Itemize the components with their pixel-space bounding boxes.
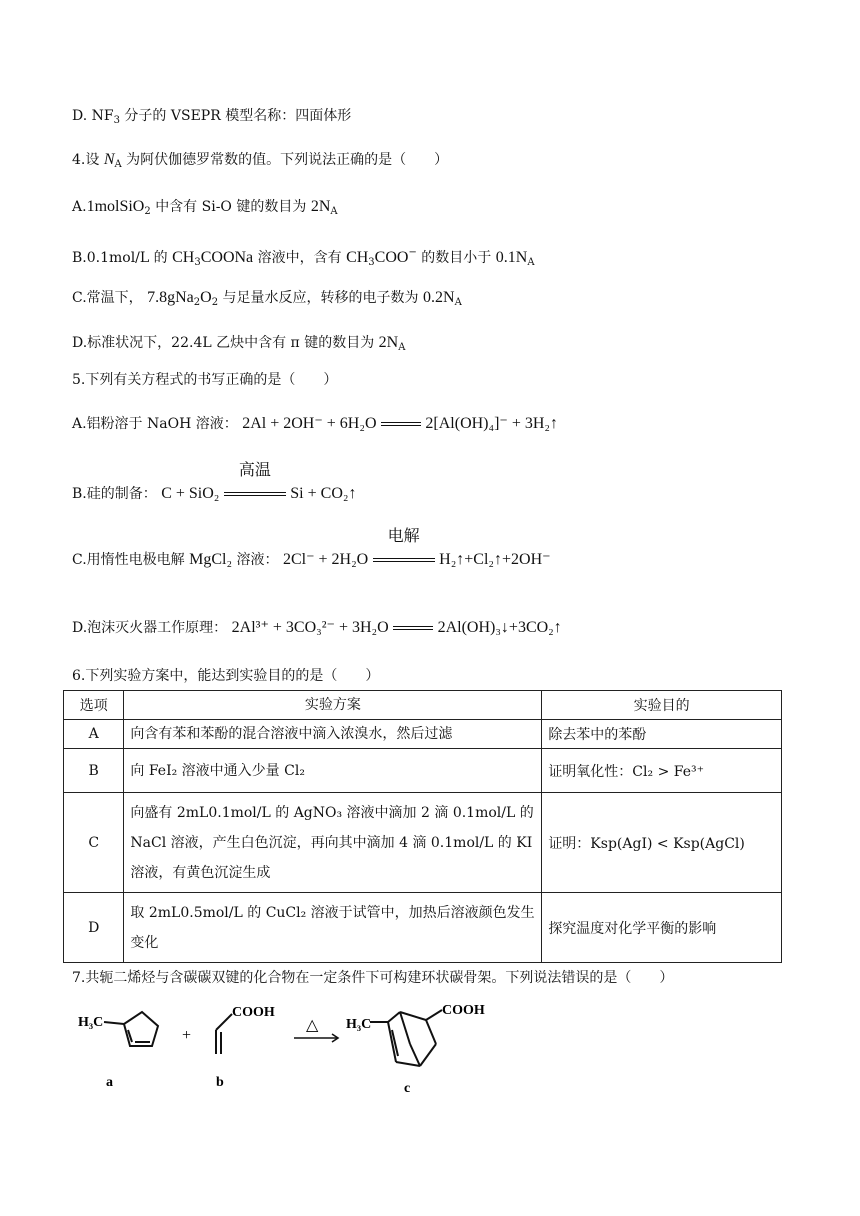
heat-arrow (294, 1034, 338, 1042)
cooh-label-b: COOH (232, 1005, 275, 1020)
q5-option-a: A.铝粉溶于 NaOH 溶液： 2Al + 2OH⁻ + 6H₂O 2[Al(OH)₄]⁻ + 3H₂↑ (72, 415, 559, 432)
table-row: B 向 FeI₂ 溶液中通入少量 Cl₂ 证明氧化性：Cl₂ > Fe³⁺ (64, 749, 782, 793)
heat-symbol: △ (306, 1015, 319, 1034)
table-row: C 向盛有 2mL0.1mol/L 的 AgNO₃ 溶液中滴加 2 滴 0.1mol/L 的 NaCl 溶液，产生白色沉淀，再向其中滴加 4 滴 0.1mol/L 的 KI 溶液，有黄色沉淀生成 证明：Ksp(AgI) < Ksp(AgCl) (64, 793, 782, 893)
diels-alder-reaction-diagram (70, 1000, 530, 1100)
q5-option-d: D.泡沫灭火器工作原理： 2Al³⁺ + 3CO₃²⁻ + 3H₂O 2Al(OH)₃↓+3CO₂↑ (72, 619, 562, 636)
q4-option-a: A.1molSiO$_2$ 中含有 Si-O 键的数目为 $2N_A$ (72, 198, 338, 217)
experiment-table (63, 690, 782, 963)
molecule-b (216, 1014, 232, 1054)
label-c: c (404, 1081, 411, 1096)
q6-stem: 6.下列实验方案中，能达到实验目的的是（ ） (72, 668, 380, 684)
label-a: a (106, 1075, 113, 1090)
h3c-label-a: H₃C (78, 1015, 104, 1030)
q7-stem: 7.共轭二烯烃与含碳碳双键的化合物在一定条件下可构建环状碳骨架。下列说法错误的是（ ） (72, 970, 674, 986)
cooh-label-c: COOH (442, 1003, 485, 1018)
q4-option-b: B.0.1mol/L 的 $CH_3COONa$ 溶液中，含有 $CH_3COO^-$ 的数目小于 $0.1N_A$ (72, 247, 535, 268)
reaction-condition: 电解 (373, 550, 435, 570)
table-header: 实验目的 (542, 691, 782, 720)
table-header: 选项 (64, 691, 124, 720)
molecule-c (370, 1010, 442, 1066)
q5-option-b: B.硅的制备： C + SiO₂ 高温 Si + CO₂↑ (72, 460, 357, 502)
plus-sign: + (182, 1027, 192, 1044)
table-header: 实验方案 (124, 691, 542, 720)
q3-option-d: D. $NF_3$ 分子的 VSEPR 模型名称：四面体形 (72, 108, 352, 126)
reaction-condition: 高温 (224, 484, 286, 504)
molecule-a (104, 1012, 158, 1046)
q4-option-c: C.常温下， $7.8gNa_2O_2$ 与足量水反应，转移的电子数为 $0.2N_A$ (72, 289, 462, 308)
q5-stem: 5.下列有关方程式的书写正确的是（ ） (72, 372, 338, 388)
q5-option-c: C.用惰性电极电解 MgCl₂ 溶液： 2Cl⁻ + 2H₂O 电解 H₂↑+Cl₂↑+2OH⁻ (72, 526, 551, 568)
q4-option-d: D.标准状况下，22.4L 乙炔中含有 π 键的数目为 $2N_A$ (72, 334, 406, 353)
equals-sign (393, 626, 433, 630)
q4-stem: 4.设 $N_A$ 为阿伏伽德罗常数的值。下列说法正确的是（ ） (72, 151, 449, 170)
h3c-label-c: H₃C (346, 1017, 372, 1032)
equals-sign (381, 422, 421, 426)
table-row: D 取 2mL0.5mol/L 的 CuCl₂ 溶液于试管中，加热后溶液颜色发生变化 探究温度对化学平衡的影响 (64, 893, 782, 963)
table-row: A 向含有苯和苯酚的混合溶液中滴入浓溴水，然后过滤 除去苯中的苯酚 (64, 720, 782, 749)
label-b: b (216, 1075, 224, 1090)
